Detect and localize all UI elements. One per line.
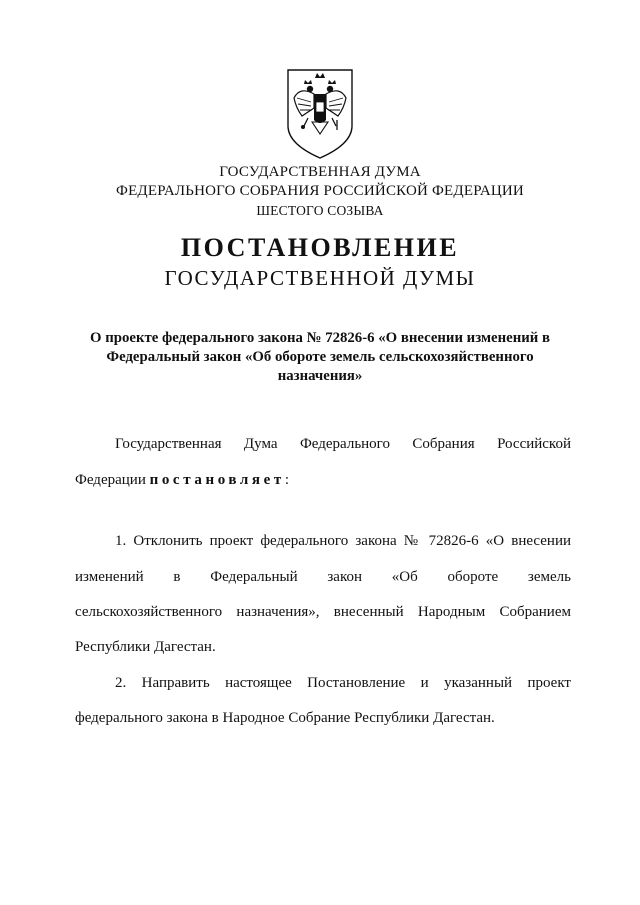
- preamble-line-2: [75, 470, 571, 490]
- header-federal-assembly: ФЕДЕРАЛЬНОГО СОБРАНИЯ РОССИЙСКОЙ ФЕДЕРАЦИИ: [116, 183, 524, 199]
- item1-line-3: сельскохозяйственного назначения», внесенный Народным Собранием: [75, 604, 571, 620]
- header-convocation: ШЕСТОГО СОЗЫВА: [256, 203, 384, 218]
- document-subject: [70, 329, 570, 386]
- item1-line-4: Республики Дагестан.: [75, 639, 216, 655]
- document-title: ПОСТАНОВЛЕНИЕ: [180, 233, 460, 262]
- item2-line-1: 2. Направить настоящее Постановление и указанный проект: [115, 675, 571, 691]
- subject-line: Федеральный закон «Об обороте земель сельскохозяйственного: [106, 349, 534, 365]
- preamble-line-1: Государственная Дума Федерального Собрания Российской: [115, 436, 571, 452]
- subject-line: назначения»: [277, 368, 363, 384]
- resolves-word: постановляет: [149, 472, 285, 488]
- header-duma: ГОСУДАРСТВЕННАЯ ДУМА: [219, 164, 421, 180]
- item1-line-2: изменений в Федеральный закон «Об обороте земель: [75, 569, 571, 585]
- item2-line-2: федерального закона в Народное Собрание Республики Дагестан.: [75, 710, 495, 726]
- preamble-colon: :: [284, 472, 290, 488]
- coat-of-arms-icon: [282, 64, 358, 162]
- subject-line: О проекте федерального закона № 72826-6 «О внесении изменений в: [90, 330, 550, 346]
- document-header: [60, 163, 580, 220]
- item1-line-1: 1. Отклонить проект федерального закона № 72826-6 «О внесении: [115, 533, 571, 549]
- preamble-text: Федерации: [75, 472, 150, 488]
- document-subtitle: ГОСУДАРСТВЕННОЙ ДУМЫ: [164, 266, 476, 290]
